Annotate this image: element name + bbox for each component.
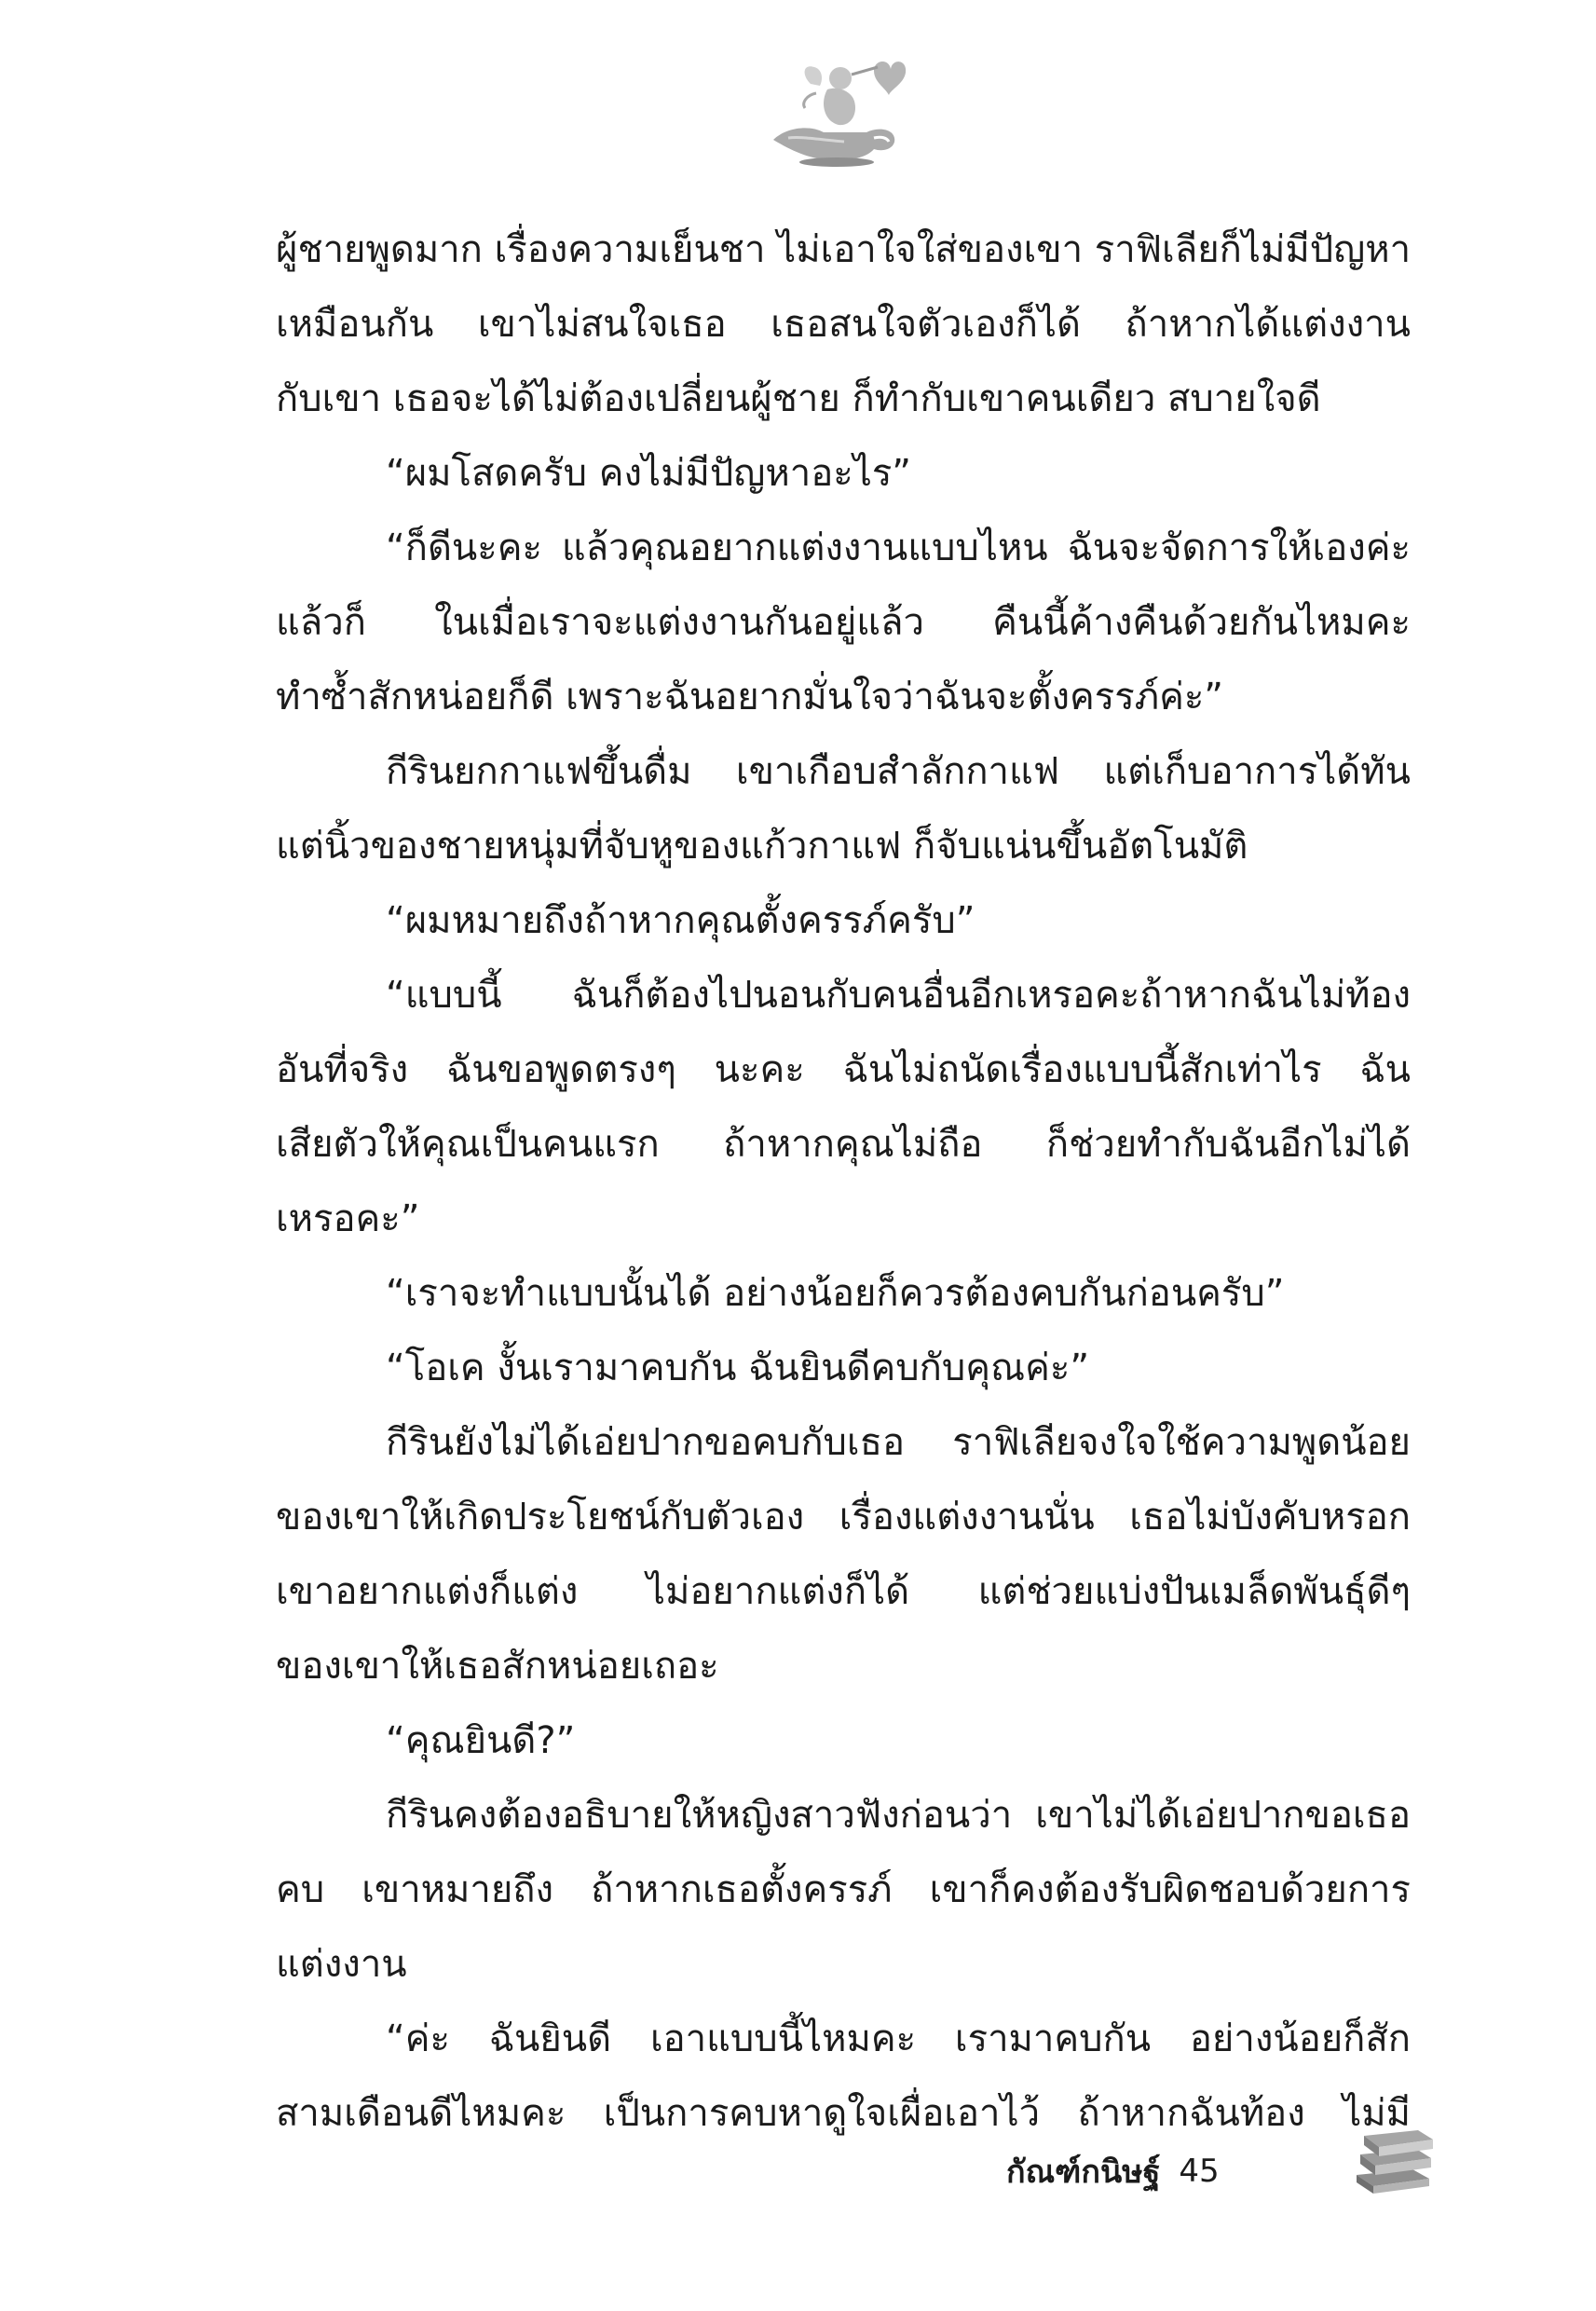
cupid-teapot-icon	[755, 47, 913, 168]
text-line: กีรินคงต้องอธิบายให้หญิงสาวฟังก่อนว่า เขาไม่ได้เอ่ยปากขอเธอ	[386, 1794, 1411, 1837]
text-line: ของเขาให้เกิดประโยชน์กับตัวเอง เรื่องแต่งงานนั่น เธอไม่บังคับหรอก	[276, 1496, 1411, 1538]
text-line: “แบบนี้ ฉันก็ต้องไปนอนกับคนอื่นอีกเหรอคะถ้าหากฉันไม่ท้อง	[386, 974, 1411, 1017]
text-line: “ผมโสดครับ คงไม่มีปัญหาอะไร”	[386, 452, 912, 495]
text-line: กีรินยังไม่ได้เอ่ยปากขอคบกับเธอ ราฟิเลียจงใจใช้ความพูดน้อย	[386, 1421, 1411, 1464]
text-line: เขาอยากแต่งก็แต่ง ไม่อยากแต่งก็ได้ แต่ช่วยแบ่งปันเมล็ดพันธุ์ดีๆ	[276, 1570, 1411, 1613]
text-line: “คุณยินดี?”	[386, 1719, 576, 1762]
text-line: แต่นิ้วของชายหนุ่มที่จับหูของแก้วกาแฟ ก็จับแน่นขึ้นอัตโนมัติ	[276, 825, 1248, 868]
body-text	[276, 212, 1411, 2151]
text-line: “เราจะทำแบบนั้นได้ อย่างน้อยก็ควรต้องคบกันก่อนครับ”	[386, 1272, 1285, 1315]
text-line: เสียตัวให้คุณเป็นคนแรก ถ้าหากคุณไม่ถือ ก็ช่วยทำกับฉันอีกไม่ได้	[276, 1123, 1411, 1166]
text-line: กับเขา เธอจะได้ไม่ต้องเปลี่ยนผู้ชาย ก็ทำกับเขาคนเดียว สบายใจดี	[276, 377, 1321, 420]
text-line: ทำซ้ำสักหน่อยก็ดี เพราะฉันอยากมั่นใจว่าฉันจะตั้งครรภ์ค่ะ”	[276, 676, 1224, 718]
text-line: “ผมหมายถึงถ้าหากคุณตั้งครรภ์ครับ”	[386, 899, 975, 942]
text-line: “ก็ดีนะคะ แล้วคุณอยากแต่งงานแบบไหน ฉันจะจัดการให้เองค่ะ	[386, 526, 1411, 569]
page-number: 45	[1179, 2153, 1220, 2190]
page-footer	[1006, 2143, 1220, 2199]
text-line: แล้วก็ ในเมื่อเราจะแต่งงานกันอยู่แล้ว คืนนี้ค้างคืนด้วยกันไหมคะ	[276, 601, 1411, 644]
text-line: เหมือนกัน เขาไม่สนใจเธอ เธอสนใจตัวเองก็ได้ ถ้าหากได้แต่งงาน	[276, 303, 1411, 346]
text-line: อันที่จริง ฉันขอพูดตรงๆ นะคะ ฉันไม่ถนัดเรื่องแบบนี้สักเท่าไร ฉัน	[276, 1048, 1411, 1091]
book-stack-icon	[1351, 2123, 1435, 2197]
text-line: ของเขาให้เธอสักหน่อยเถอะ	[276, 1645, 719, 1688]
text-line: แต่งงาน	[276, 1943, 407, 1986]
text-line: กีรินยกกาแฟขึ้นดื่ม เขาเกือบสำลักกาแฟ แต่เก็บอาการได้ทัน	[386, 750, 1411, 793]
text-line: “ค่ะ ฉันยินดี เอาแบบนี้ไหมคะ เรามาคบกัน อย่างน้อยก็สัก	[386, 2017, 1411, 2060]
text-line: “โอเค งั้นเรามาคบกัน ฉันยินดีคบกับคุณค่ะ”	[386, 1347, 1090, 1389]
text-line: สามเดือนดีไหมคะ เป็นการคบหาดูใจเผื่อเอาไว้ ถ้าหากฉันท้อง ไม่มี	[276, 2092, 1411, 2135]
text-line: คบ เขาหมายถึง ถ้าหากเธอตั้งครรภ์ เขาก็คงต้องรับผิดชอบด้วยการ	[276, 1868, 1411, 1911]
book-title: กัณฑ์กนิษฐ์	[1006, 2154, 1161, 2191]
text-line: ผู้ชายพูดมาก เรื่องความเย็นชา ไม่เอาใจใส่ของเขา ราฟิเลียก็ไม่มีปัญหา	[276, 228, 1412, 271]
text-line: เหรอคะ”	[276, 1197, 420, 1240]
